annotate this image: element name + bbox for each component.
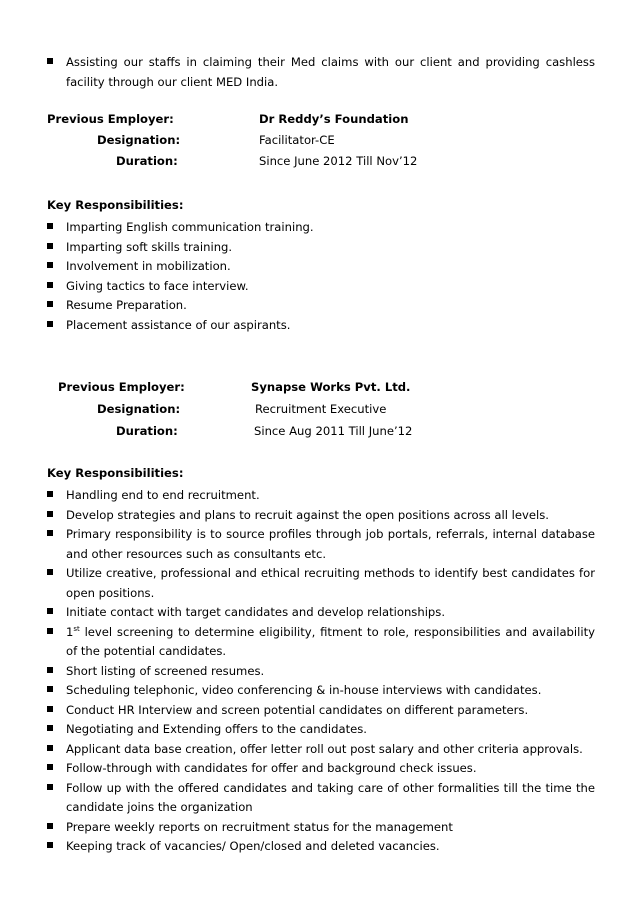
bullet-icon	[47, 686, 53, 692]
bullet-text	[66, 623, 595, 662]
job1-designation: Facilitator-CE	[259, 133, 335, 147]
list-item	[47, 623, 595, 662]
list-item	[47, 53, 595, 92]
bullet-text: Keeping track of vacancies/ Open/closed and deleted vacancies.	[66, 839, 440, 853]
bullet-text: Assisting our staffs in claiming their Med claims with our client and providing cashless facility through our client MED India.	[66, 55, 595, 89]
bullet-icon	[47, 321, 53, 327]
bullet-text: Follow-through with candidates for offer and background check issues.	[66, 761, 477, 775]
job1-employer: Dr Reddy’s Foundation	[259, 112, 409, 126]
list-item	[47, 257, 595, 277]
bullet-text: Handling end to end recruitment.	[66, 488, 260, 502]
bullet-text: Placement assistance of our aspirants.	[66, 317, 291, 332]
bullet-icon	[47, 511, 53, 517]
job2-employer-label: Previous Employer:	[58, 380, 185, 394]
job1-designation-label: Designation:	[97, 133, 181, 147]
bullet-icon	[47, 628, 53, 634]
bullet-text: Scheduling telephonic, video conferencing & in-house interviews with candidates.	[66, 683, 542, 697]
bullet-text: Involvement in mobilization.	[66, 259, 231, 273]
job1-employer-label: Previous Employer:	[47, 112, 174, 126]
job2-responsibilities-heading: Key Responsibilities:	[47, 466, 184, 480]
bullet-icon	[47, 530, 53, 536]
list-item	[47, 564, 595, 603]
list-item	[47, 506, 595, 526]
job2-designation-label: Designation:	[97, 402, 181, 416]
bullet-icon	[47, 301, 53, 307]
list-item	[47, 720, 595, 740]
bullet-icon	[47, 58, 53, 64]
bullet-icon	[47, 784, 53, 790]
job2-designation: Recruitment Executive	[255, 402, 387, 416]
bullet-icon	[47, 491, 53, 497]
job2-duration: Since Aug 2011 Till June’12	[254, 424, 413, 438]
bullet-text: Conduct HR Interview and screen potential candidates on different parameters.	[66, 702, 529, 717]
bullet-icon	[47, 725, 53, 731]
bullet-icon	[47, 745, 53, 751]
job2-employer: Synapse Works Pvt. Ltd.	[251, 380, 411, 394]
bullet-text: Develop strategies and plans to recruit against the open positions across all levels.	[66, 507, 549, 522]
bullet-icon	[47, 764, 53, 770]
bullet-text: Imparting soft skills training.	[66, 239, 233, 254]
list-item	[47, 681, 595, 701]
list-item	[47, 316, 595, 336]
bullet-text: Resume Preparation.	[66, 298, 187, 312]
bullet-icon	[47, 823, 53, 829]
job2-duration-label: Duration:	[116, 424, 178, 438]
bullet-icon	[47, 262, 53, 268]
list-item	[47, 837, 595, 857]
job1-responsibilities-heading: Key Responsibilities:	[47, 198, 184, 212]
bullet-icon	[47, 706, 53, 712]
list-item	[47, 603, 595, 623]
bullet-text: Short listing of screened resumes.	[66, 663, 265, 678]
list-item	[47, 779, 595, 818]
screening-text: level screening to determine eligibility, fitment to role, responsibilities and availability of the potential candidates.	[66, 624, 595, 658]
list-item	[47, 525, 595, 564]
list-item	[47, 701, 595, 721]
bullet-icon	[47, 608, 53, 614]
bullet-text: Follow up with the offered candidates and taking care of other formalities till the time the candidate joins the organization	[66, 780, 595, 814]
bullet-text: Negotiating and Extending offers to the candidates.	[66, 722, 367, 736]
bullet-text: Utilize creative, professional and ethical recruiting methods to identify best candidates for open positions.	[66, 566, 595, 600]
list-item	[47, 238, 595, 258]
bullet-text: Giving tactics to face interview.	[66, 278, 249, 293]
bullet-icon	[47, 243, 53, 249]
bullet-text: Prepare weekly reports on recruitment status for the management	[66, 819, 453, 834]
bullet-icon	[47, 667, 53, 673]
job1-duration: Since June 2012 Till Nov’12	[259, 154, 418, 168]
list-item	[47, 818, 595, 838]
bullet-text: Applicant data base creation, offer letter roll out post salary and other criteria approvals.	[66, 741, 583, 756]
bullet-text: Initiate contact with target candidates and develop relationships.	[66, 605, 446, 619]
list-item	[47, 218, 595, 238]
ordinal-suffix: st	[73, 624, 80, 633]
bullet-icon	[47, 842, 53, 848]
list-item	[47, 277, 595, 297]
bullet-text: Primary responsibility is to source profiles through job portals, referrals, internal database and other resources such as consultants etc.	[66, 527, 595, 561]
list-item	[47, 296, 595, 316]
ordinal-number: 1	[66, 624, 74, 639]
list-item	[47, 759, 595, 779]
bullet-icon	[47, 569, 53, 575]
bullet-icon	[47, 282, 53, 288]
list-item	[47, 740, 595, 760]
job1-duration-label: Duration:	[116, 154, 178, 168]
list-item	[47, 662, 595, 682]
bullet-icon	[47, 223, 53, 229]
list-item	[47, 486, 595, 506]
bullet-text: Imparting English communication training.	[66, 220, 314, 234]
